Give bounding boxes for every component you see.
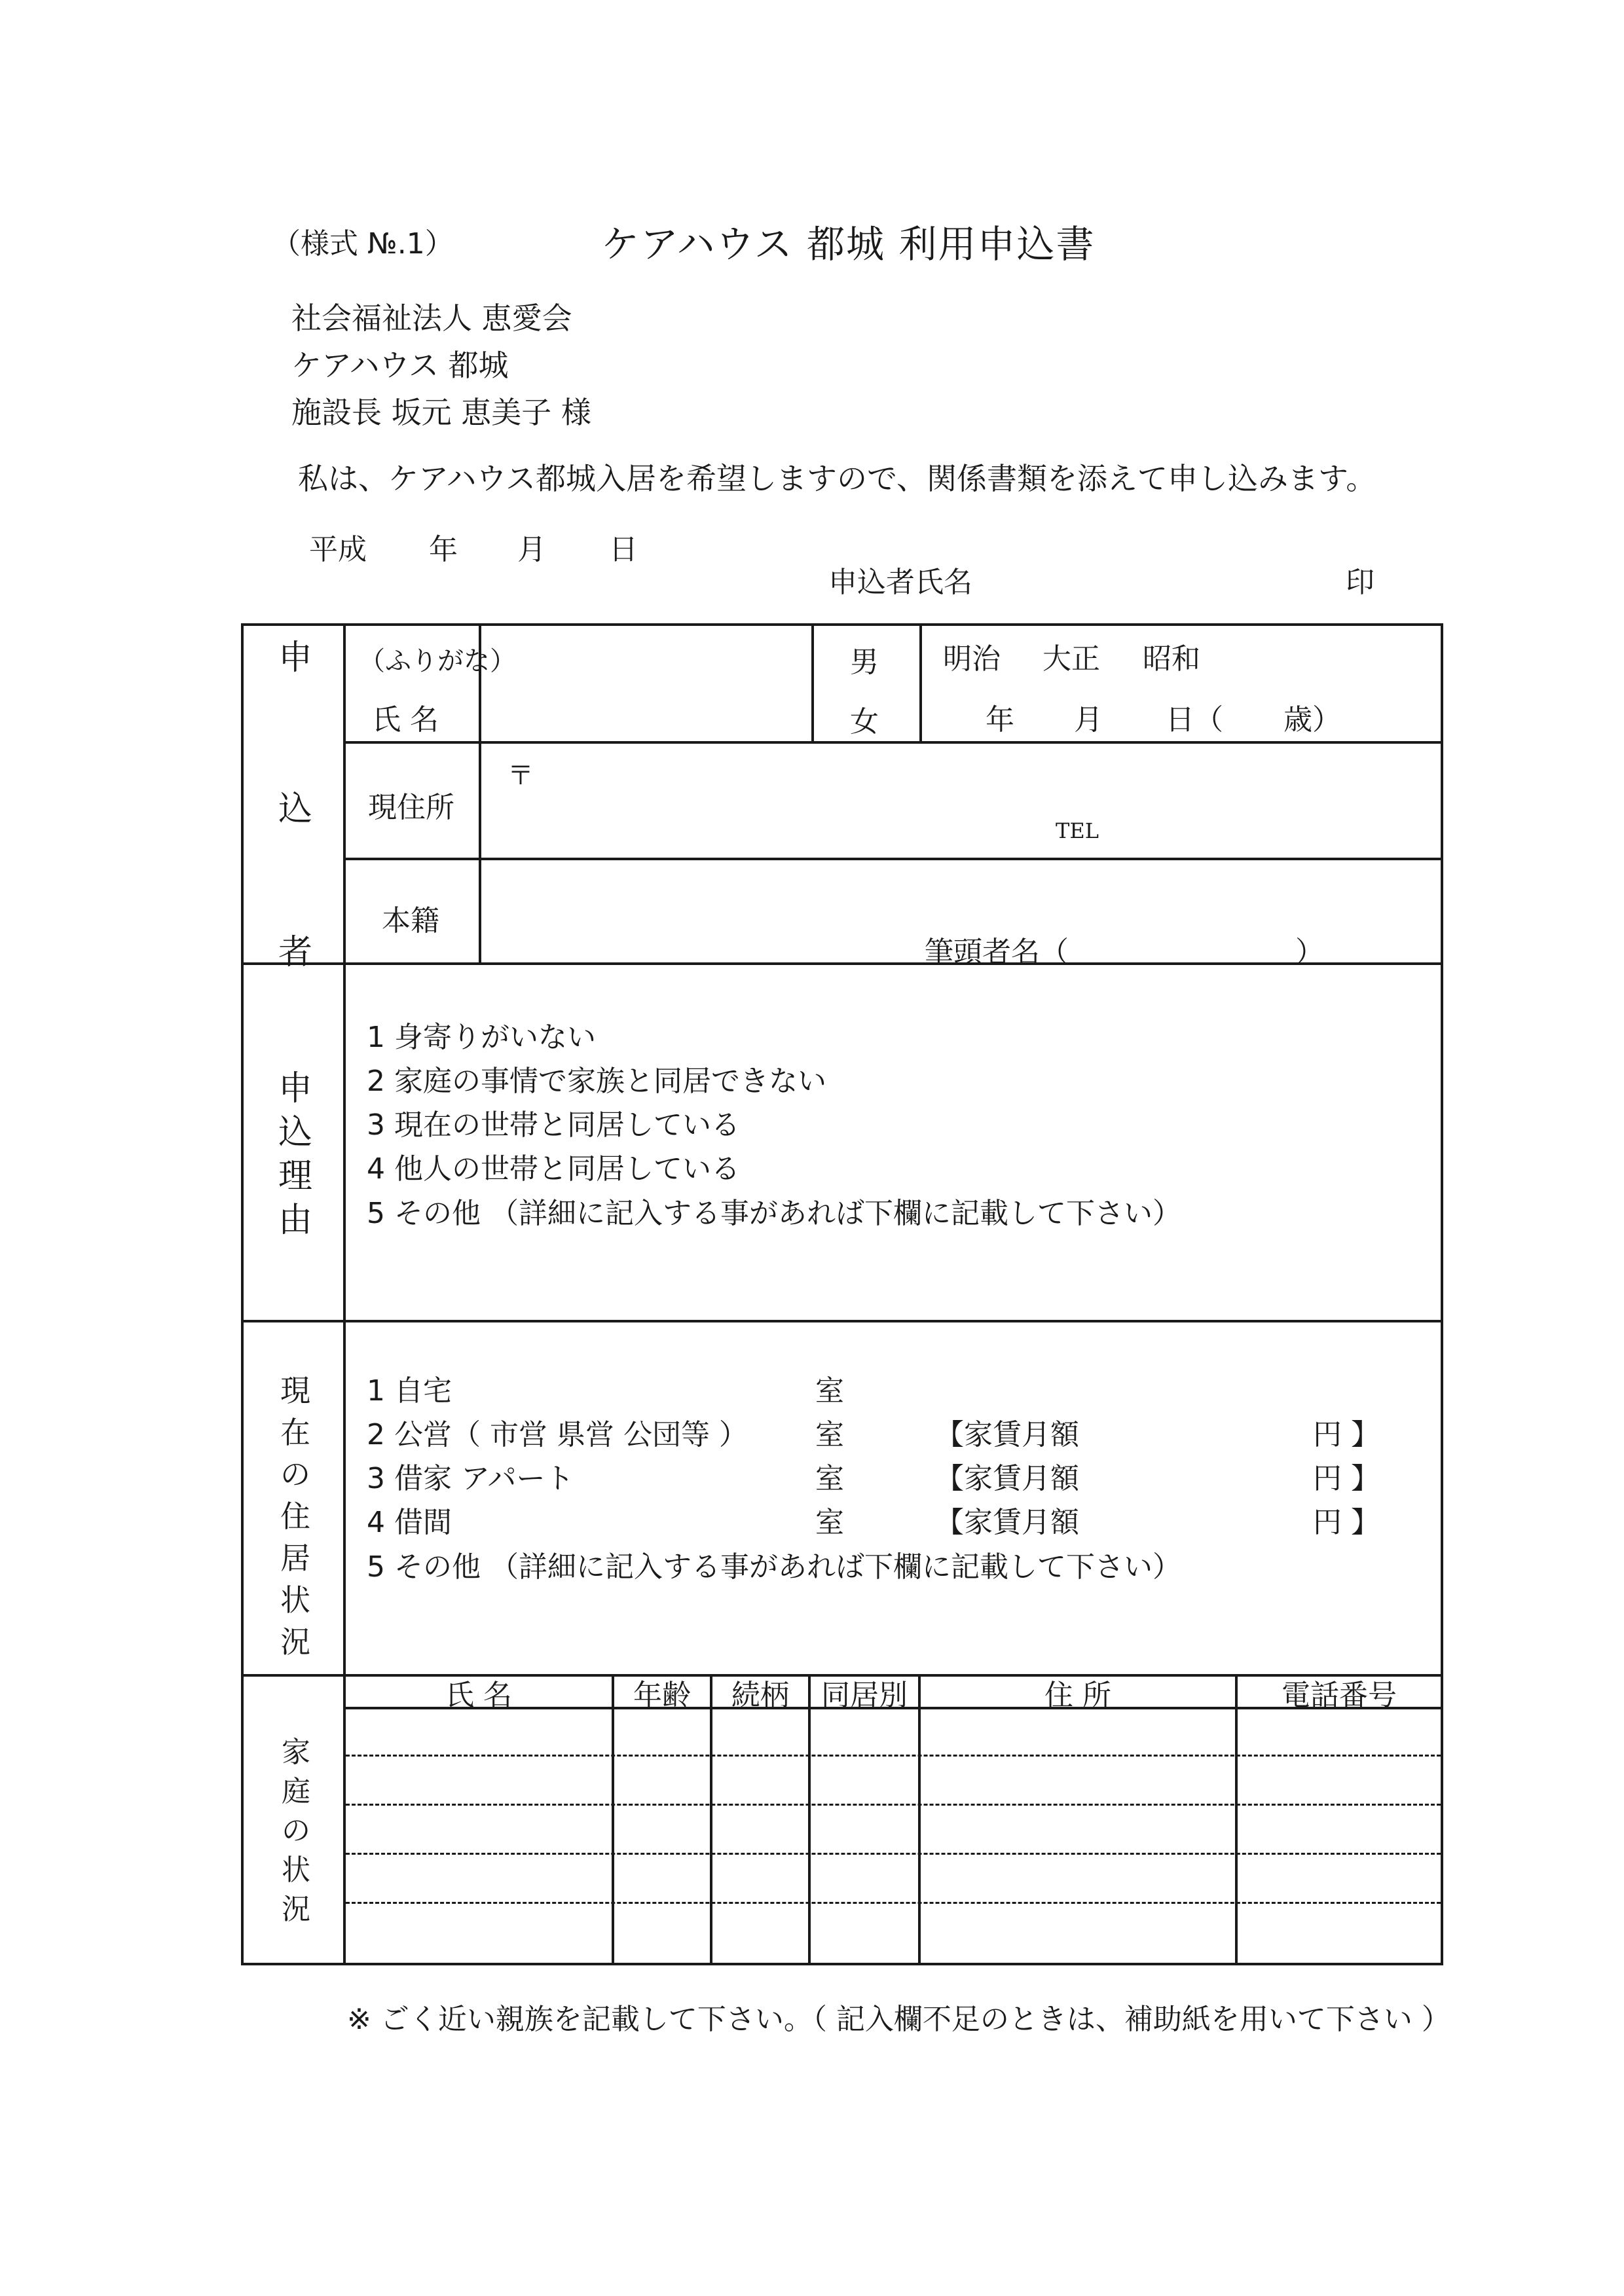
row-divider	[343, 741, 1443, 744]
household-head-close: ）	[1295, 936, 1324, 969]
family-section-char-2: 庭	[282, 1775, 310, 1808]
name-label: 氏 名	[372, 703, 439, 737]
housing-section-char-2: 在	[280, 1415, 310, 1450]
family-section-char-5: 況	[282, 1893, 310, 1926]
reason-section-char-1: 申	[278, 1069, 313, 1108]
furigana-label: （ふりがな）	[359, 646, 516, 676]
housing-section-char-3: の	[280, 1457, 310, 1492]
era-taisho[interactable]: 大正	[1043, 642, 1100, 676]
housing-section-char-7: 況	[280, 1624, 310, 1660]
family-col-age: 年齢	[633, 1679, 691, 1712]
family-col-relation: 続柄	[731, 1679, 789, 1712]
gender-male[interactable]: 男	[850, 646, 879, 679]
form-number: （様式 №.1）	[272, 227, 454, 261]
housing-section-char-4: 住	[280, 1499, 310, 1534]
housing-option-5[interactable]: 5 その他 （詳細に記入する事があれば下欄に記載して下さい）	[367, 1550, 1181, 1584]
footnote: ※ ごく近い親族を記載して下さい。（ 記入欄不足のときは、補助紙を用いて下さい ）	[347, 2003, 1450, 2036]
honseki-label: 本籍	[382, 904, 439, 938]
era-showa[interactable]: 昭和	[1143, 642, 1200, 676]
family-section-char-1: 家	[282, 1736, 310, 1769]
section-divider	[241, 1320, 1443, 1322]
housing-section-char-1: 現	[280, 1373, 310, 1408]
gender-birth-divider	[919, 623, 922, 741]
date-day-label: 日	[609, 533, 638, 566]
housing-rent-label-4: 【家賃月額	[935, 1506, 1079, 1539]
reason-option-5[interactable]: 5 その他 （詳細に記入する事があれば下欄に記載して下さい）	[367, 1197, 1181, 1230]
housing-rent-label-3: 【家賃月額	[935, 1462, 1079, 1495]
addressee-line-1: 社会福祉法人 恵愛会	[291, 301, 572, 336]
era-meiji[interactable]: 明治	[943, 642, 1001, 676]
reason-option-1[interactable]: 1 身寄りがいない	[367, 1021, 596, 1054]
name-gender-divider	[811, 623, 814, 741]
reason-option-2[interactable]: 2 家庭の事情で家族と同居できない	[367, 1065, 826, 1098]
applicant-name-label: 申込者氏名	[828, 566, 972, 599]
applicant-section-char-1: 申	[278, 638, 313, 678]
reason-section-char-4: 由	[278, 1201, 313, 1240]
birth-month-label: 月	[1074, 703, 1103, 737]
housing-yen-2: 円 】	[1313, 1418, 1380, 1451]
address-field[interactable]	[485, 746, 1437, 854]
reason-section-char-3: 理	[278, 1157, 313, 1196]
gender-female[interactable]: 女	[850, 705, 879, 738]
date-year-label: 年	[429, 533, 458, 566]
reason-section-char-2: 込	[278, 1113, 313, 1152]
housing-room-1: 室	[815, 1374, 844, 1408]
row-divider	[343, 858, 1443, 860]
housing-yen-3: 円 】	[1313, 1462, 1380, 1495]
address-label: 現住所	[368, 791, 454, 824]
name-field[interactable]	[485, 629, 808, 738]
housing-room-2: 室	[815, 1418, 844, 1451]
housing-rent-label-2: 【家賃月額	[935, 1418, 1079, 1451]
applicant-section-char-3: 者	[278, 933, 313, 972]
reason-option-3[interactable]: 3 現在の世帯と同居している	[367, 1108, 740, 1142]
family-section-char-4: 状	[282, 1853, 310, 1887]
addressee-line-3: 施設長 坂元 恵美子 様	[291, 395, 591, 430]
housing-section-char-6: 状	[280, 1582, 310, 1618]
housing-option-3[interactable]: 3 借家 アパート	[367, 1462, 574, 1495]
age-label: 歳）	[1283, 703, 1341, 737]
addressee-line-2: ケアハウス 都城	[291, 348, 509, 383]
birth-day-label: 日（	[1166, 703, 1223, 737]
household-head-label: 筆頭者名（	[925, 936, 1069, 969]
reason-option-4[interactable]: 4 他人の世帯と同居している	[367, 1152, 740, 1186]
date-era: 平成	[309, 533, 367, 566]
housing-option-1[interactable]: 1 自宅	[367, 1374, 452, 1408]
family-col-phone: 電話番号	[1282, 1679, 1397, 1712]
postal-mark: 〒	[507, 761, 534, 791]
statement-text: 私は、ケアハウス都城入居を希望しますので、関係書類を添えて申し込みます。	[298, 461, 1376, 496]
birth-year-label: 年	[986, 703, 1014, 737]
housing-section-char-5: 居	[280, 1540, 310, 1576]
housing-room-4: 室	[815, 1506, 844, 1539]
family-col-cohabit: 同居別	[821, 1679, 908, 1712]
date-month-label: 月	[517, 533, 546, 566]
housing-option-2[interactable]: 2 公営（ 市営 県営 公団等 ）	[367, 1418, 748, 1451]
section-divider	[241, 962, 1443, 965]
family-col-address: 住 所	[1044, 1679, 1111, 1712]
housing-yen-4: 円 】	[1313, 1506, 1380, 1539]
housing-option-4[interactable]: 4 借間	[367, 1506, 452, 1539]
family-section-char-3: の	[282, 1814, 310, 1848]
seal-mark: 印	[1346, 566, 1375, 599]
page-title: ケアハウス 都城 利用申込書	[601, 222, 1096, 266]
housing-room-3: 室	[815, 1462, 844, 1495]
family-col-name: 氏 名	[445, 1679, 512, 1712]
applicant-section-char-2: 込	[278, 790, 313, 829]
family-entry-area[interactable]	[346, 1710, 1441, 1963]
tel-label: TEL	[1056, 818, 1099, 843]
